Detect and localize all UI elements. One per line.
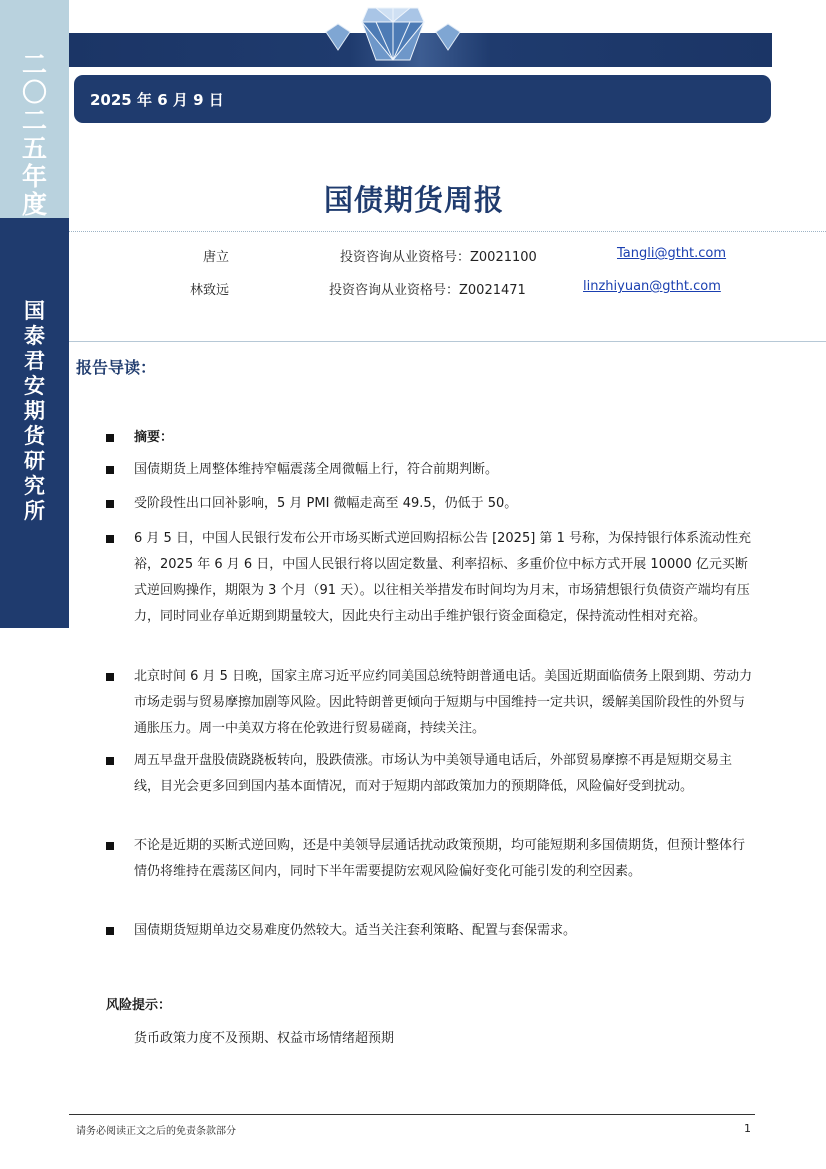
list-item-text: 不论是近期的买断式逆回购，还是中美领导层通话扰动政策预期，均可能短期利多国债期货，但预计整体行情仍将维持在震荡区间内，同时下半年需要提防宏观风险偏好变化可能引发的利空因素。 (134, 838, 746, 879)
author-license: 投资咨询从业资格号：Z0021471 (329, 283, 526, 298)
list-item-text: 受阶段性出口回补影响，5 月 PMI 微幅走高至 49.5，仍低于 50。 (134, 496, 518, 511)
institute-char: 国 (24, 299, 45, 323)
year-char: 〇 (21, 78, 47, 107)
square-bullet-icon (106, 757, 114, 765)
author-row (0, 279, 826, 299)
sidebar-institute-text (0, 301, 69, 526)
page-number: 1 (744, 1122, 751, 1135)
square-bullet-icon (106, 434, 114, 442)
year-char: 五 (21, 134, 47, 163)
author-email-link[interactable]: linzhiyuan@gtht.com (583, 279, 721, 294)
divider (69, 341, 826, 342)
page-title: 国债期货周报 (323, 183, 504, 217)
section-title-guide: 报告导读： (76, 358, 157, 377)
risk-text: 货币政策力度不及预期、权益市场情绪超预期 (134, 1031, 395, 1046)
square-bullet-icon (106, 466, 114, 474)
report-date: 2025 年 6 月 9 日 (90, 90, 224, 109)
list-item (106, 526, 754, 630)
list-item (106, 425, 754, 451)
institute-char: 所 (24, 499, 45, 523)
summary-heading: 摘要： (134, 430, 174, 445)
list-item-text: 北京时间 6 月 5 日晚，国家主席习近平应约同美国总统特朗普通电话。美国近期面临债务上限到期、劳动力市场走弱与贸易摩擦加剧等风险。因此特朗普更倾向于短期与中国维持一定共识，缓解美国阶段性的外贸与通胀压力。周一中美双方将在伦敦进行贸易磋商，持续关注。 (134, 669, 753, 736)
institute-char: 安 (24, 374, 45, 398)
year-char: 年 (21, 162, 47, 191)
institute-char: 究 (24, 474, 45, 498)
author-name: 林致远 (190, 283, 230, 298)
date-banner (74, 75, 771, 123)
sidebar-year-text (0, 52, 69, 220)
institute-char: 君 (24, 349, 45, 373)
list-item-text: 周五早盘开盘股债跷跷板转向，股跌债涨。市场认为中美领导通电话后，外部贸易摩擦不再是短期交易主线，目光会更多回到国内基本面情况，而对于短期内部政策加力的预期降低，风险偏好受到扰动。 (134, 753, 733, 794)
institute-char: 研 (24, 449, 45, 473)
square-bullet-icon (106, 927, 114, 935)
year-char: 二 (21, 106, 47, 135)
list-item-text: 6 月 5 日，中国人民银行发布公开市场买断式逆回购招标公告 [2025] 第 1 号称，为保持银行体系流动性充裕，2025 年 6 月 6 日，中国人民银行将以固定数量、利率招标、多重价位中标方式开展 10000 亿元买断式逆回购操作，期限为 3 个月（91 天）。以往相关举措发布时间均为月末，市场猜想银行负债资产端均有压力，同时同业存单近期到期量较大，因此央行主动出手维护银行资金面稳定，保持流动性相对充裕。 (134, 531, 751, 624)
square-bullet-icon (106, 500, 114, 508)
author-license: 投资咨询从业资格号：Z0021100 (340, 250, 537, 265)
list-item (106, 664, 754, 742)
institute-char: 泰 (24, 324, 45, 348)
risk-title: 风险提示： (106, 998, 172, 1013)
list-item-text: 国债期货短期单边交易难度仍然较大。适当关注套利策略、配置与套保需求。 (134, 923, 577, 938)
list-item (106, 748, 754, 800)
list-item-text: 国债期货上周整体维持窄幅震荡全周微幅上行，符合前期判断。 (134, 462, 499, 477)
institute-char: 期 (24, 399, 45, 423)
square-bullet-icon (106, 842, 114, 850)
author-name: 唐立 (203, 250, 230, 265)
square-bullet-icon (106, 535, 114, 543)
footer-disclaimer: 请务必阅读正文之后的免责条款部分 (76, 1126, 236, 1137)
divider (69, 231, 826, 232)
institute-char: 货 (24, 424, 45, 448)
list-item (106, 457, 754, 483)
list-item (106, 833, 754, 885)
year-char: 度 (21, 190, 47, 219)
square-bullet-icon (106, 673, 114, 681)
author-row (0, 246, 826, 266)
list-item (106, 491, 754, 517)
author-email-link[interactable]: Tangli@gtht.com (617, 246, 727, 261)
year-char: 二 (21, 50, 47, 79)
footer-divider (69, 1114, 755, 1115)
diamond-gem-logo-icon (318, 0, 468, 70)
list-item (106, 918, 754, 944)
